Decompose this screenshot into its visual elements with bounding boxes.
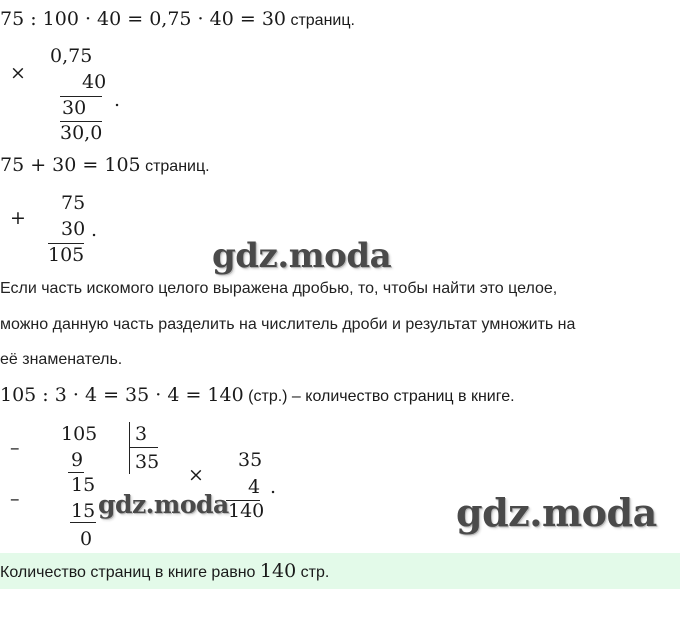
answer-line xyxy=(0,560,329,584)
step1-line xyxy=(0,8,355,32)
answer-value: 140 xyxy=(259,560,297,582)
mult2-result: 140 xyxy=(228,500,265,522)
mult2-dot: . xyxy=(270,476,277,498)
step3-expression: 105 : 3 · 4 = 35 · 4 = 140 xyxy=(0,384,244,406)
division-quotient: 35 xyxy=(135,451,160,473)
step3-line xyxy=(0,384,515,408)
mult2-row2: 4 xyxy=(248,476,261,498)
step2-expression: 75 + 30 = 105 xyxy=(0,154,141,176)
division-subtrahend-1: 9 xyxy=(71,449,84,471)
step2-unit: страниц. xyxy=(145,158,210,175)
answer-text-before: Количество страниц в книге равно xyxy=(0,564,256,581)
division-subtrahend-2: 15 xyxy=(71,500,96,522)
add1-row2: 30 xyxy=(61,218,86,240)
answer-bar xyxy=(0,553,680,589)
rule-line-2: можно данную часть разделить на числитель дроби и результат умножить на xyxy=(0,316,576,333)
watermark-logo-2: gdz.moda xyxy=(98,490,229,519)
step1-unit: страниц. xyxy=(290,12,355,29)
answer-text-after: стр. xyxy=(300,564,330,581)
add1-row1: 75 xyxy=(61,192,86,214)
add1-sign: + xyxy=(10,207,26,229)
mult1-dot: . xyxy=(114,89,121,111)
division-line-1 xyxy=(68,472,84,473)
division-bar-horizontal xyxy=(130,447,158,448)
division-minus-1: – xyxy=(10,437,20,459)
division-line-2 xyxy=(70,522,96,523)
mult1-sign: × xyxy=(10,62,26,84)
step1-expression: 75 : 100 · 40 = 0,75 · 40 = 30 xyxy=(0,8,286,30)
rule-line-3: её знаменатель. xyxy=(0,351,123,368)
mult1-row2: 40 xyxy=(82,71,107,93)
mult1-row1: 0,75 xyxy=(50,45,93,67)
division-remainder-2: 0 xyxy=(80,528,93,550)
mult2-sign: × xyxy=(188,464,204,486)
watermark-logo-3: gdz.moda xyxy=(456,490,657,535)
add1-dot: . xyxy=(91,219,98,241)
division-minus-2: – xyxy=(10,488,20,510)
step2-line xyxy=(0,154,210,178)
division-bar-vertical xyxy=(129,422,130,474)
step3-unit: (стр.) – количество страниц в книге. xyxy=(248,388,515,405)
mult1-row3: 30 xyxy=(62,97,87,119)
mult1-result: 30,0 xyxy=(60,122,103,144)
watermark-logo-1: gdz.moda xyxy=(212,236,392,276)
mult2-row1: 35 xyxy=(238,449,263,471)
add1-result: 105 xyxy=(48,244,85,266)
division-dividend: 105 xyxy=(61,423,98,445)
division-divisor: 3 xyxy=(135,423,148,445)
division-remainder-1: 15 xyxy=(71,474,96,496)
rule-line-1: Если часть искомого целого выражена дробью, то, чтобы найти это целое, xyxy=(0,280,558,297)
